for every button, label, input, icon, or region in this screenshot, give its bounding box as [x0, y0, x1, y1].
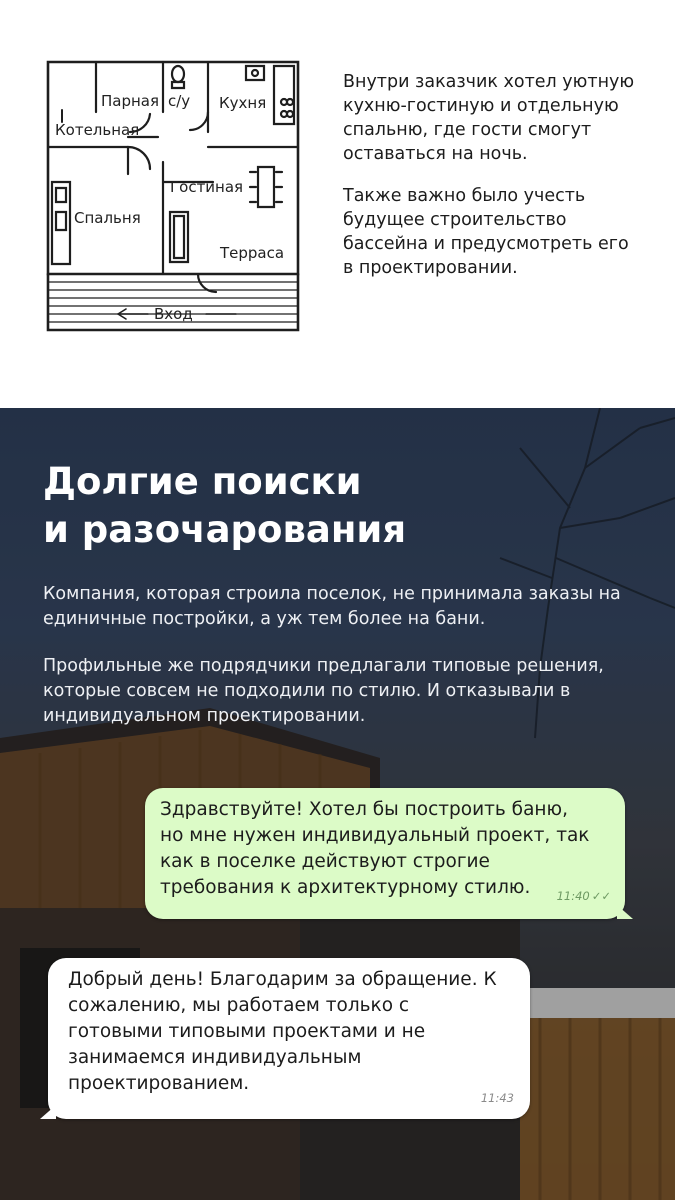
intro-text	[343, 70, 643, 298]
outgoing-message-bubble	[145, 788, 625, 919]
room-label-steam: Парная	[101, 92, 160, 110]
heading-line-1: Долгие поиски	[43, 460, 362, 503]
room-label-wc: с/у	[168, 92, 191, 110]
heading-line-2: и разочарования	[43, 508, 407, 551]
room-label-bedroom: Спальня	[74, 209, 141, 227]
room-label-kitchen: Кухня	[219, 94, 267, 112]
outgoing-message-time: 11:40	[556, 889, 590, 903]
incoming-message-bubble	[48, 958, 530, 1119]
outgoing-message-time-wrap	[557, 883, 611, 909]
intro-section	[0, 0, 675, 408]
floor-plan	[38, 52, 318, 342]
double-check-icon: ✓✓	[591, 889, 611, 903]
intro-paragraph-2: Также важно было учесть будущее строительство бассейна и предусмотреть его в проектировании.	[343, 186, 629, 278]
story-paragraph-1: Компания, которая строила поселок, не принимала заказы на единичные постройки, а уж тем более на бани.	[43, 584, 621, 629]
search-story-section	[0, 408, 675, 1200]
room-label-boiler: Котельная	[55, 121, 140, 139]
story-paragraph-2: Профильные же подрядчики предлагали типовые решения, которые совсем не подходили по стилю. И отказывали в индивидуальном проектировании.	[43, 656, 604, 726]
room-label-terrace: Терраса	[220, 244, 285, 262]
section-heading	[43, 458, 406, 554]
room-label-entrance: Вход	[154, 305, 193, 323]
intro-paragraph-1: Внутри заказчик хотел уютную кухню-гостиную и отдельную спальню, где гости смогут оставаться на ночь.	[343, 72, 635, 164]
incoming-message-text: Добрый день! Благодарим за обращение. К сожалению, мы работаем только с готовыми типовыми проектами и не занимаемся индивидуальным проектированием.	[68, 969, 497, 1094]
incoming-message-time: 11:43	[480, 1091, 514, 1105]
outgoing-message-text: Здравствуйте! Хотел бы построить баню, но мне нужен индивидуальный проект, так как в поселке действуют строгие требования к архитектурному стилю.	[160, 799, 590, 898]
room-label-living: Гостиная	[170, 178, 244, 196]
floor-plan-drawing	[38, 52, 318, 342]
